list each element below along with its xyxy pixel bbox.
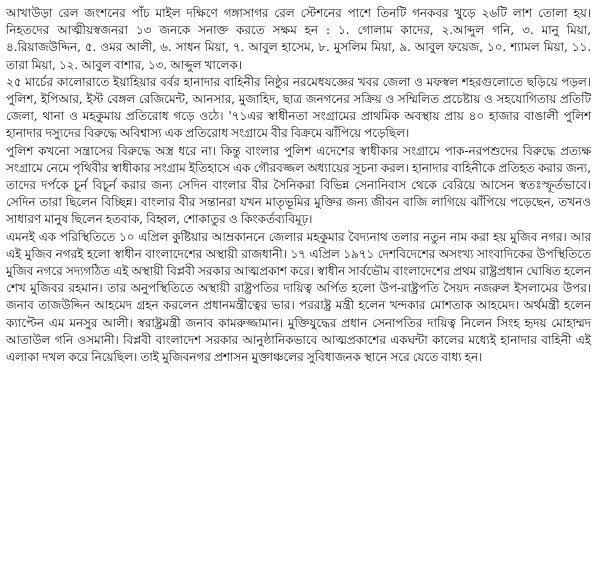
- paragraph-resistance: ২৫ মার্চের কালোরাতে ইয়াহিয়ার বর্বর হানাদার বাহিনীর নিষ্ঠুর নরমেধযজ্ঞের খবর জেলা ও মফস্বল শহরগুলোতে ছড়িয়ে পড়ল। পুলিশ, ইপিআর, ইস্ট বেঙ্গল রেজিমেন্ট, আনসার, মুজাহিদ, ছাত্র জনগনের সক্রিয় ও সম্মিলিত প্রচেষ্টায় ও সহযোগিতায় প্রতিটি জেলা, থানা ও মহকুমায় প্রতিরোধ গড়ে ওঠে। '৭১এর স্বাধীনতা সংগ্রামের প্রাথমিক অবস্থায় প্রায় ৪০ হাজার বাঙালী পুলিশ হানাদার দস্যুদের বিরুদ্ধে অবিশ্বাস্য এক প্রতিরোধ সংগ্রামে বীর বিক্রমে ঝাঁপিয়ে পড়েছিল।: [6, 74, 591, 141]
- paragraph-mujibnagar: এমনই এক পরিস্থিতিতে ১০ এপ্রিল কুষ্টিয়ার আম্রকাননে জেলার মহকুমার বৈদ্যনাথ তলার নতুন নাম করা হয় মুজিব নগর। আর এই মুজিব নগরই হলো স্বাধীন বাংলাদেশের অস্থায়ী রাজধানী। ১৭ এপ্রিল ১৯৭১ দেশবিদেশের অসংখ্য সাংবাদিকের উপস্থিতিতে মুজিব নগরে সদ্যগঠিত এই অস্থায়ী বিপ্লবী সরকার আত্মপ্রকাশ করে। স্বাধীন সার্বভৌম বাংলাদেশের প্রথম রাষ্ট্রপ্রধান ঘোষিত হলেন শেখ মুজিবর রহমান। তার অনুপস্থিতিতে অস্থায়ী রাষ্ট্রপতির দায়িত্ব অর্পিত হলো উপ-রাষ্ট্রপতি সৈয়দ নজরুল ইসলামের উপর। জনাব তাজউদ্দিন আহমেদ গ্রহন করলেন প্রধানমন্ত্রীত্বের ভার। পররাষ্ট্র মন্ত্রী হলেন খন্দকার মোশতাক আহমেদ। অর্থমন্ত্রী হলেন ক্যাপ্টেন এম মনসুর আলী। স্বরাষ্ট্রমন্ত্রী জনাব কামরুজ্জামান। মুক্তিযুদ্ধের প্রধান সেনাপতির দায়িত্ব নিলেন সিংহ হৃদয় মোহাম্মদ আতাউল গনি ওসমানী। বিপ্লবী বাংলাদেশ সরকার আনুষ্ঠানিকভাবে আত্মপ্রকাশের একঘন্টা কালের মধ্যেই হানাদার বাহিনী এই এলাকা দখল করে নিয়েছিল। তাই মুজিবনগর প্রশাসন মুক্তাঞ্চলের সুবিধাজনক স্থানে সরে যেতে বাধ্য হন।: [6, 229, 591, 365]
- paragraph-mass-grave: আখাউড়া রেল জংশনের পাঁচ মাইল দক্ষিণে গঙ্গাসাগর রেল স্টেশনের পাশে তিনটি গনকবর খুড়ে ২৬টি লাশ তোলা হয়। নিহতদের আত্মীয়স্বজনরা ১৩ জনকে সনাক্ত করতে সক্ষম হন : ১. গোলাম কাদের, ২.আব্দুল গনি, ৩. মানু মিয়া, ৪.রিয়াজউদ্দিন, ৫. ওমর আলী, ৬. সাধন মিয়া, ৭. আবুল হাসেম, ৮. মুসলিম মিয়া, ৯. আবুল ফয়েজ, ১০. শ্যামল মিয়া, ১১. তারা মিয়া, ১২. আবুল বাশার, ১৩. আব্দুল খালেক।: [6, 6, 591, 72]
- paragraph-police: পুলিশ কখনো সন্ত্রাসের বিরুদ্ধে অস্ত্র ধরে না। কিন্তু বাংলার পুলিশ এদেশের স্বাধীকার সংগ্রামে পাক-নরপশুদের বিরুদ্ধে প্রত্যক্ষ সংগ্রামে নেমে পৃথিবীর স্বাধীকার সংগ্রাম ইতিহাসে এক গৌরবজ্জল অধ্যায়ের সূচনা করল। হানাদার বাহিনীকে প্রতিহত করার জন্য, তাদের দর্পকে চূর্ন বিচূর্ন করার জন্য সেদিন বাংলার বীর সৈনিকরা বিভিন্ন সেনানিবাস থেকে বেরিয়ে আসেন স্বতঃস্ফূর্তভাবে। সেদিন তারা ছিলেন বিচ্ছিন্ন। বাংলার বীর সন্তানরা যখন মাতৃভূমির মুক্তির জন্য জীবন বাজি লাগিয়ে ঝাঁপিয়ে পড়েছেন, তখনও সাধারণ মানুষ ছিলেন হতবাক, বিহ্বল, শোকাতুর ও কিংকর্তব্যবিমূঢ়।: [6, 143, 591, 227]
